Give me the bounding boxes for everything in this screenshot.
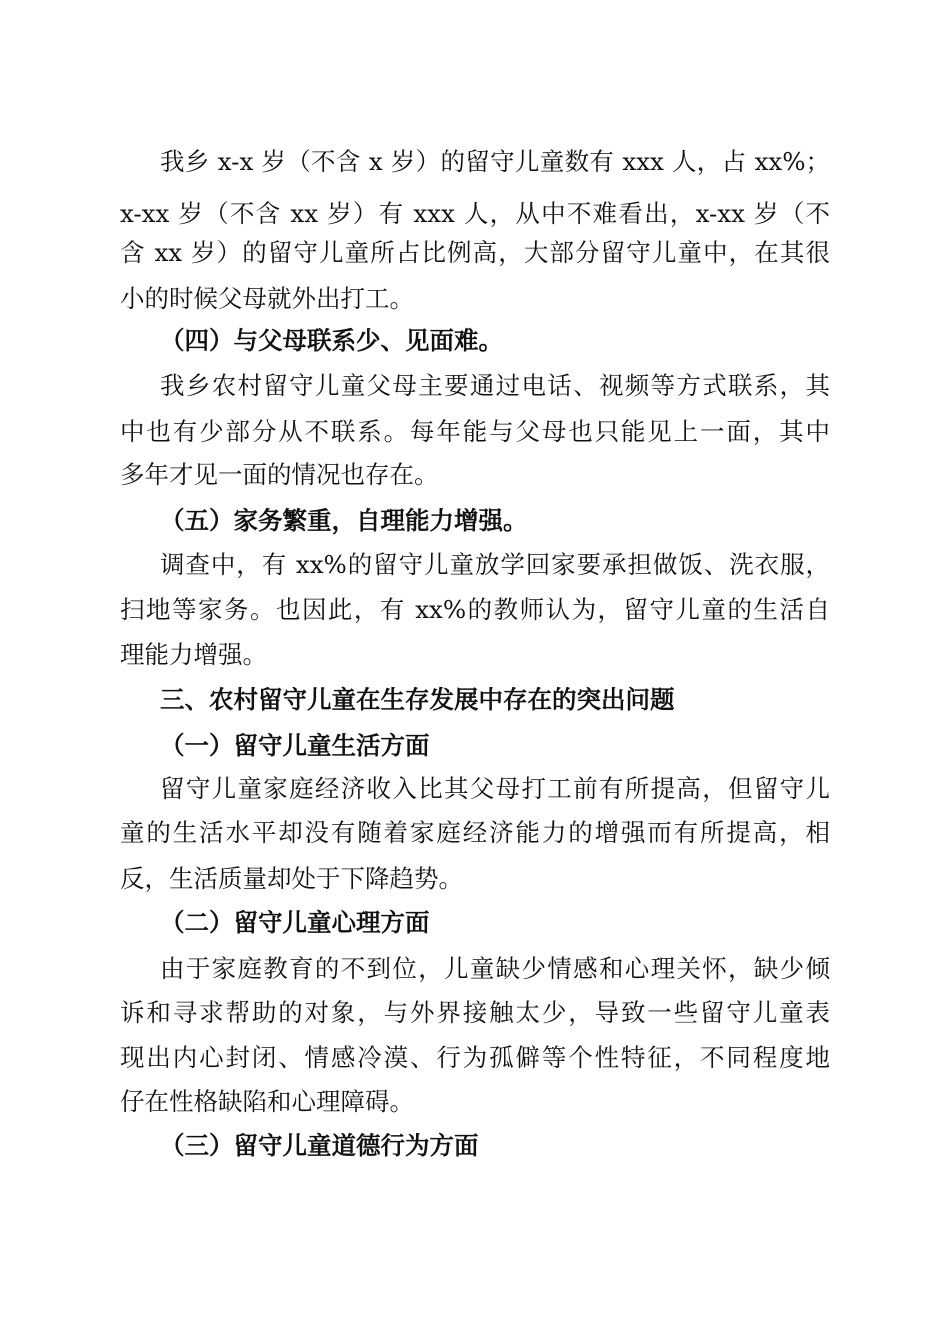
paragraph-line: 我乡农村留守儿童父母主要通过电话、视频等方式联系，其 [160, 371, 830, 400]
section-subheading: （五）家务繁重，自理能力增强。 [160, 506, 528, 535]
paragraph-line: 反，生活质量却处于下降趋势。 [120, 864, 463, 893]
paragraph-line: 童的生活水平却没有随着家庭经济能力的增强而有所提高，相 [120, 818, 830, 847]
section-subheading: （四）与父母联系少、见面难。 [160, 326, 503, 355]
paragraph-line: x-xx 岁（不含 xx 岁）有 xxx 人，从中不难看出，x-xx 岁（不 [120, 199, 830, 228]
paragraph-line: 中也有少部分从不联系。每年能与父母也只能见上一面，其中 [120, 417, 830, 446]
paragraph-line: 我乡 x-x 岁（不含 x 岁）的留守儿童数有 xxx 人，占 xx%； [160, 147, 830, 176]
paragraph-line: 多年才见一面的情况也存在。 [120, 460, 439, 489]
paragraph-line: 调查中，有 xx%的留守儿童放学回家要承担做饭、洗衣服， [160, 550, 830, 579]
paragraph-line: 诉和寻求帮助的对象，与外界接触太少，导致一些留守儿童表 [120, 998, 830, 1027]
paragraph-line: 现出内心封闭、情感冷漠、行为孤僻等个性特征，不同程度地 [120, 1043, 830, 1072]
paragraph-line: 理能力增强。 [120, 640, 267, 669]
paragraph-line: 留守儿童家庭经济收入比其父母打工前有所提高，但留守儿 [160, 774, 830, 803]
paragraph-line: 扫地等家务。也因此，有 xx%的教师认为，留守儿童的生活自 [120, 595, 830, 624]
paragraph-line: 仔在性格缺陷和心理障碍。 [120, 1087, 414, 1116]
section-subheading: （二）留守儿童心理方面 [160, 908, 430, 937]
paragraph-line: 含 xx 岁）的留守儿童所占比例高，大部分留守儿童中，在其很 [120, 238, 830, 267]
section-subheading: （三）留守儿童道德行为方面 [160, 1131, 479, 1160]
section-subheading: （一）留守儿童生活方面 [160, 731, 430, 760]
paragraph-line: 由于家庭教育的不到位，儿童缺少情感和心理关怀，缺少倾 [160, 954, 830, 983]
section-heading: 三、农村留守儿童在生存发展中存在的突出问题 [160, 685, 675, 714]
paragraph-line: 小的时候父母就外出打工。 [120, 284, 414, 313]
